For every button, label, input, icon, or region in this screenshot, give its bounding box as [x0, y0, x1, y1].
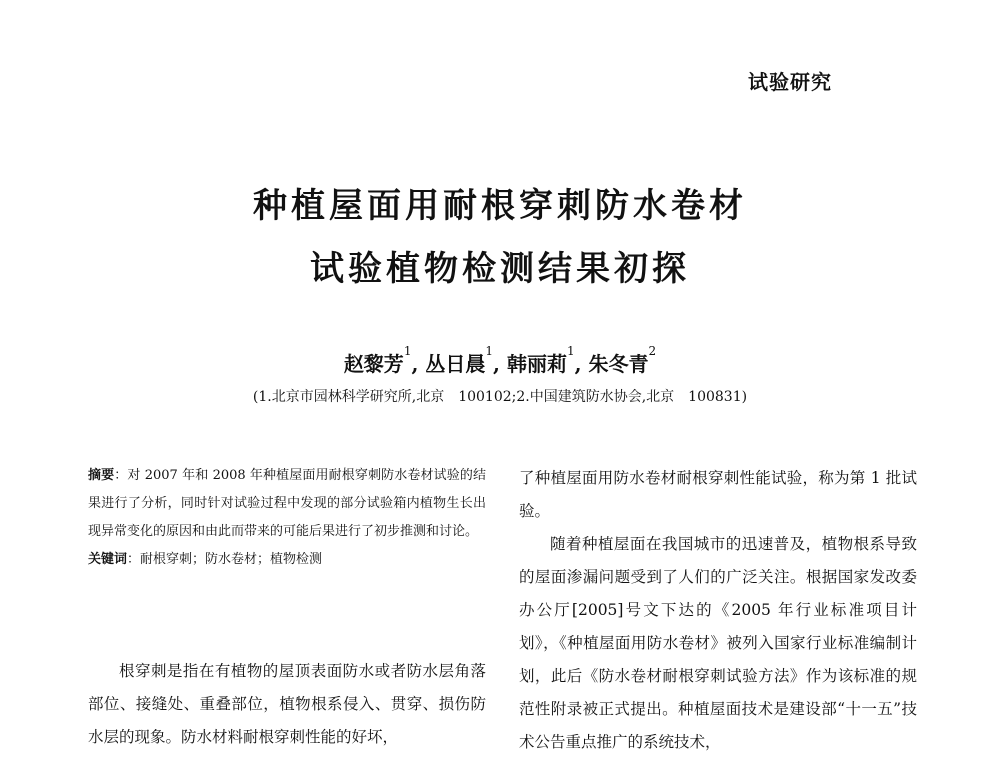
author-affiliation-mark: 1 [403, 344, 412, 358]
author-name: 赵黎芳 [343, 352, 404, 376]
keywords-label: 关键词 [88, 552, 128, 567]
abstract-text: ：对 2007 年和 2008 年种植屋面用耐根穿刺防水卷材试验的结果进行了分析，同时针对试验过程中发现的部分试验箱内植物生长出现异常变化的原因和由此而带来的可能后果进行了初步推测和讨论。 [88, 468, 486, 539]
author-name: 韩丽莉 [506, 352, 567, 376]
left-column-body [88, 655, 486, 754]
author-affiliation-mark: 1 [485, 344, 494, 358]
body-paragraph-continued: 了种植屋面用防水卷材耐根穿刺性能试验，称为第 1 批试验。 [519, 469, 917, 520]
keywords-text: ：耐根穿刺；防水卷材；植物检测 [127, 552, 323, 567]
paper-title-line-2: 试验植物检测结果初探 [310, 249, 690, 289]
left-column-front-matter [88, 462, 486, 574]
abstract-label: 摘要 [88, 468, 115, 483]
author-separator: , [493, 352, 500, 376]
author-separator: , [574, 352, 582, 376]
affiliation-line: (1.北京市园林科学研究所,北京 100102;2.中国建筑防水协会,北京 100831) [252, 389, 748, 405]
author-list [0, 344, 1000, 377]
right-column-body [519, 462, 917, 759]
body-paragraph: 根穿刺是指在有植物的屋顶表面防水或者防水层角落部位、接缝处、重叠部位，植物根系侵入、贯穿、损伤防水层的现象。防水材料耐根穿刺性能的好坏， [88, 662, 486, 746]
author-affiliation-mark: 2 [648, 344, 657, 358]
author-separator: , [411, 352, 419, 376]
keywords [88, 546, 486, 574]
author-affiliation-mark: 1 [566, 344, 575, 358]
section-tag: 试验研究 [748, 70, 832, 94]
author-name: 朱冬青 [588, 352, 649, 376]
author-name: 丛日晨 [425, 352, 486, 376]
body-paragraph: 随着种植屋面在我国城市的迅速普及，植物根系导致的屋面渗漏问题受到了人们的广泛关注。根据国家发改委办公厅[2005]号文下达的《2005 年行业标准项目计划》，《种植屋面用防水卷材》被列入国家行业标准编制计划，此后《防水卷材耐根穿刺试验方法》作为该标准的规范性附录被正式提出。种植屋面技术是建设部“十一五”技术公告重点推广的系统技术， [519, 535, 917, 751]
paper-title-line-1: 种植屋面用耐根穿刺防水卷材 [253, 186, 747, 226]
abstract [88, 462, 486, 546]
